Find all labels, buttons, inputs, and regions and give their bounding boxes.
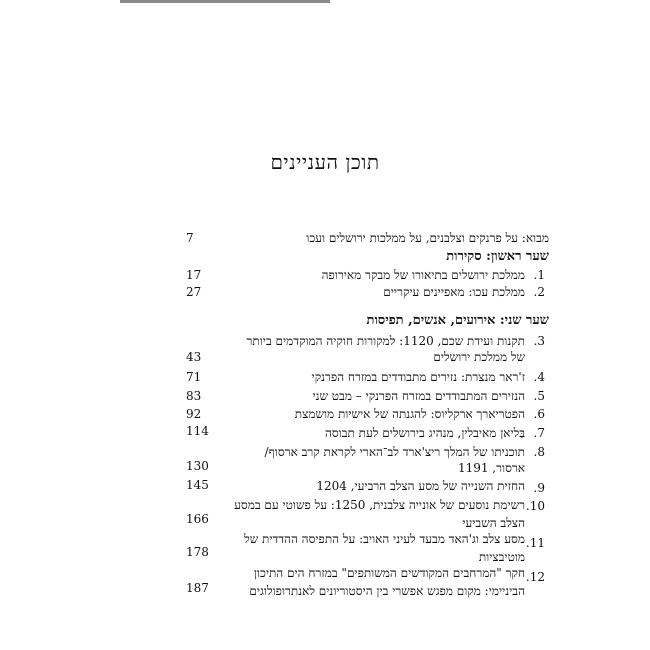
- entry-title-continued: הצלב השביעי: [462, 516, 525, 530]
- entry-number: .8: [533, 445, 545, 459]
- entry-page: 92: [186, 407, 202, 421]
- entry-title: ז'ראר מנצרת: נזירים מתבודדים במזרח הפרנקי: [311, 370, 525, 384]
- entry-page: 17: [186, 268, 202, 282]
- entry-title-continued: מוטיבציות: [478, 550, 525, 564]
- entry-title: ממלכת ירושלים בתיאורו של מבקר מאירופה: [321, 268, 525, 282]
- page-title: תוכן העניינים: [270, 150, 380, 174]
- entry-number: .5: [533, 389, 545, 403]
- entry-page: 145: [186, 478, 209, 492]
- entry-title: מסע צלב וג'האד מבעד לעיני האויב: על התפיסה ההדדית של: [244, 532, 525, 546]
- entry-title: תקנות ועידת שכם, 1120: למקורות חוקיה המוקדמים ביותר: [246, 334, 525, 348]
- entry-page: 27: [186, 285, 202, 299]
- entry-title: חקר "המרחבים המקודשים המשותפים" במזרח הים התיכון: [253, 566, 525, 580]
- entry-number: .12: [525, 570, 545, 584]
- entry-page: 187: [186, 581, 209, 595]
- entry-page: 178: [186, 545, 209, 559]
- entry-page: 114: [186, 424, 209, 438]
- entry-title: הפטריארך ארקליוס: להגנתה של אישיות מושמצת: [294, 407, 525, 421]
- entry-number: .6: [533, 407, 545, 421]
- entry-number: .3: [533, 334, 545, 348]
- section2-heading: שער שני: אירועים, אנשים, תפיסות: [366, 313, 549, 328]
- entry-title: תוכניתו של המלך ריצ'ארד לב־הארי לקראת קרב ארסוף/: [264, 445, 525, 459]
- entry-page: 130: [186, 459, 209, 473]
- entry-title-continued: ארסור, 1191: [457, 461, 525, 475]
- entry-title-continued: של ממלכת ירושלים: [433, 350, 525, 364]
- entry-title: החזית השנייה של מסע הצלב הרביעי, 1204: [316, 479, 525, 493]
- entry-number: .4: [533, 370, 545, 384]
- entry-title: בַּליאן מאיבלין, מנהיג בירושלים לעת תבוסה: [324, 426, 525, 440]
- entry-page: 71: [186, 370, 202, 384]
- entry-number: .11: [525, 536, 545, 550]
- entry-number: .9: [533, 481, 545, 495]
- intro-text: מבוא: על פרנקים וצלבנים, על ממלכות ירושלים ועכו: [306, 231, 549, 245]
- entry-title: הנזירים המתבודדים במזרח הפרנקי – מבט שני: [312, 389, 525, 403]
- entry-number: .1: [533, 268, 545, 282]
- entry-number: .2: [533, 285, 545, 299]
- entry-title: ממלכת עכו: מאפיינים עיקריים: [383, 285, 525, 299]
- entry-page: 83: [186, 389, 202, 403]
- entry-title-continued: הביניימי: מקום מפגש אפשרי בין היסטוריונים לאנתרופולוגים: [249, 584, 525, 598]
- intro-page: 7: [186, 231, 194, 245]
- entry-title: רשימת נוסעים של אונייה צלבנית, 1250: על פשוטי עם במסע: [234, 498, 525, 512]
- section1-heading: שער ראשון: סקירות: [446, 249, 549, 264]
- entry-number: .7: [533, 426, 545, 440]
- entry-number: .10: [525, 499, 545, 513]
- entry-page: 166: [186, 512, 209, 526]
- entry-page: 43: [186, 350, 202, 364]
